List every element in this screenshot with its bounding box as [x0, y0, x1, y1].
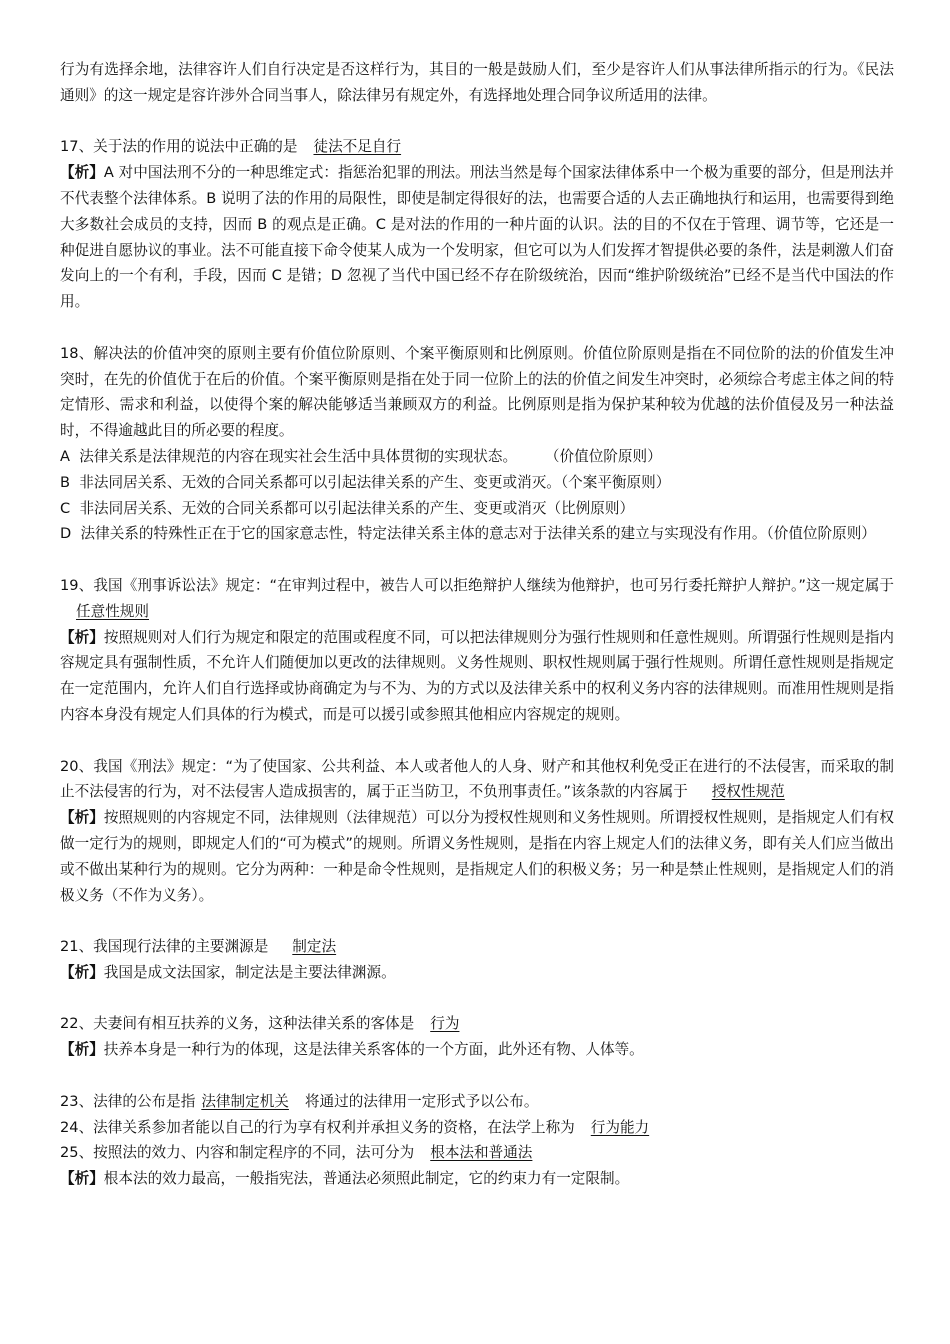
analysis-19: [60, 625, 894, 728]
answer-22: 行为: [430, 1015, 460, 1033]
analysis-22: [60, 1037, 894, 1063]
analysis-text: A 对中国法刑不分的一种思维定式：指惩治犯罪的刑法。刑法当然是每个国家法律体系中一个极为重要的部分，但是刑法并不代表整个法律体系。B 说明了法的作用的局限性，即使是制定得很好的法，也需要合适的人去正确地执行和运用，也需要得到绝大多数社会成员的支持，因而 B 的观点是正确。C 是对法的作用的一种片面的认识。法的目的不仅在于管理、调节等，它还是一种促进自愿协议的事业。法不可能直接下命令使某人成为一个发明家，但它可以为人们发挥才智提供必要的条件，法是刺激人们奋发向上的一个有利，手段，因而 C 是错；D 忽视了当代中国已经不存在阶级统治，因而“维护阶级统治”已经不是当代中国法的作用。: [60, 164, 894, 311]
question-23: [60, 1089, 894, 1115]
analysis-25: [60, 1166, 894, 1192]
analysis-text: 按照规则的内容规定不同，法律规则（法律规范）可以分为授权性规则和义务性规则。所谓授权性规则，是指规定人们有权做一定行为的规则，即规定人们的“可为模式”的规则。所谓义务性规则，是指在内容上规定人们的法律义务，即有关人们应当做出或不做出某种行为的规则。它分为两种：一种是命令性规则，是指规定人们的积极义务；另一种是禁止性规则，是指规定人们的消极义务（不作为义务）。: [60, 809, 894, 904]
answer-19: 任意性规则: [76, 602, 149, 620]
analysis-tag: 【析】: [60, 1041, 104, 1059]
answer-17: 徒法不足自行: [313, 138, 402, 156]
analysis-17: [60, 160, 894, 315]
analysis-tag: 【析】: [60, 809, 104, 827]
analysis-21: [60, 960, 894, 986]
analysis-tag: 【析】: [60, 164, 104, 182]
question-20: [60, 754, 894, 806]
question-21: [60, 934, 894, 960]
analysis-text: 按照规则对人们行为规定和限定的范围或程度不同，可以把法律规则分为强行性规则和任意性规则。所谓强行性规则是指内容规定具有强制性质，不允许人们随便加以更改的法律规则。义务性规则、职权性规则属于强行性规则。所谓任意性规则是指规定在一定范围内，允许人们自行选择或协商确定为与不为、为的方式以及法律关系中的权利义务内容的法律规则。而准用性规则是指内容本身没有规定人们具体的行为模式，而是可以援引或参照其他相应内容规定的规则。: [60, 628, 894, 723]
question-text: 24、法律关系参加者能以自己的行为享有权利并承担义务的资格，在法学上称为: [60, 1118, 575, 1136]
question-24: [60, 1115, 894, 1141]
question-text: 23、法律的公布是指: [60, 1092, 196, 1110]
analysis-text: 扶养本身是一种行为的体现，这是法律关系客体的一个方面，此外还有物、人体等。: [103, 1041, 644, 1059]
analysis-tag: 【析】: [60, 1170, 104, 1188]
question-19: [60, 573, 894, 625]
answer-20: 授权性规范: [711, 783, 785, 801]
document-page: [60, 57, 894, 1192]
question-text: 25、按照法的效力、内容和制定程序的不同，法可分为: [60, 1144, 415, 1162]
question-18: 18、解决法的价值冲突的原则主要有价值位阶原则、个案平衡原则和比例原则。价值位阶原则是指在不同位阶的法的价值发生冲突时，在先的价值优于在后的价值。个案平衡原则是指在处于同一位阶上的法的价值之间发生冲突时，必须综合考虑主体之间的特定情形、需求和利益，以使得个案的解决能够适当兼顾双方的利益。比例原则是指为保护某种较为优越的法价值侵及另一种法益时，不得逾越此目的所必要的程度。: [60, 344, 894, 440]
answer-25: 根本法和普通法: [430, 1144, 533, 1162]
analysis-tag: 【析】: [60, 963, 104, 981]
option-a: A 法律关系是法律规范的内容在现实社会生活中具体贯彻的实现状态。 （价值位阶原则）: [60, 447, 662, 465]
option-d: D 法律关系的特殊性正在于它的国家意志性，特定法律关系主体的意志对于法律关系的建立与实现没有作用。（价值位阶原则）: [60, 525, 876, 543]
option-c: C 非法同居关系、无效的合同关系都可以引起法律关系的产生、变更或消灭（比例原则）: [60, 499, 635, 517]
answer-21: 制定法: [292, 938, 337, 956]
question-rest: 将通过的法律用一定形式予以公布。: [304, 1092, 539, 1110]
question-text: 19、我国《刑事诉讼法》规定：“在审判过程中，被告人可以拒绝辩护人继续为他辩护，也可另行委托辩护人辩护。”这一规定属于: [60, 576, 894, 594]
question-25: [60, 1140, 894, 1166]
analysis-text: 我国是成文法国家，制定法是主要法律渊源。: [103, 963, 396, 981]
question-text: 21、我国现行法律的主要渊源是: [60, 938, 269, 956]
analysis-20: [60, 805, 894, 908]
question-text: 17、关于法的作用的说法中正确的是: [60, 138, 298, 156]
analysis-tag: 【析】: [60, 628, 104, 646]
question-text: 20、我国《刑法》规定：“为了使国家、公共利益、本人或者他人的人身、财产和其他权利免受正在进行的不法侵害，而采取的制止不法侵害的行为，对不法侵害人造成损害的，属于正当防卫，不负刑事责任。”该条款的内容属于: [60, 757, 894, 801]
intro-paragraph: 行为有选择余地，法律容许人们自行决定是否这样行为，其目的一般是鼓励人们，至少是容许人们从事法律所指示的行为。《民法通则》的这一规定是容许涉外合同当事人，除法律另有规定外，有选择地处理合同争议所适用的法律。: [60, 61, 894, 104]
question-22: [60, 1011, 894, 1037]
option-b: B 非法同居关系、无效的合同关系都可以引起法律关系的产生、变更或消灭。（个案平衡原则）: [60, 473, 671, 491]
question-17: [60, 134, 894, 160]
answer-24: 行为能力: [590, 1118, 650, 1136]
question-text: 22、夫妻间有相互扶养的义务，这种法律关系的客体是: [60, 1015, 415, 1033]
analysis-text: 根本法的效力最高，一般指宪法，普通法必须照此制定，它的约束力有一定限制。: [103, 1170, 630, 1188]
answer-23: 法律制定机关: [201, 1092, 289, 1110]
